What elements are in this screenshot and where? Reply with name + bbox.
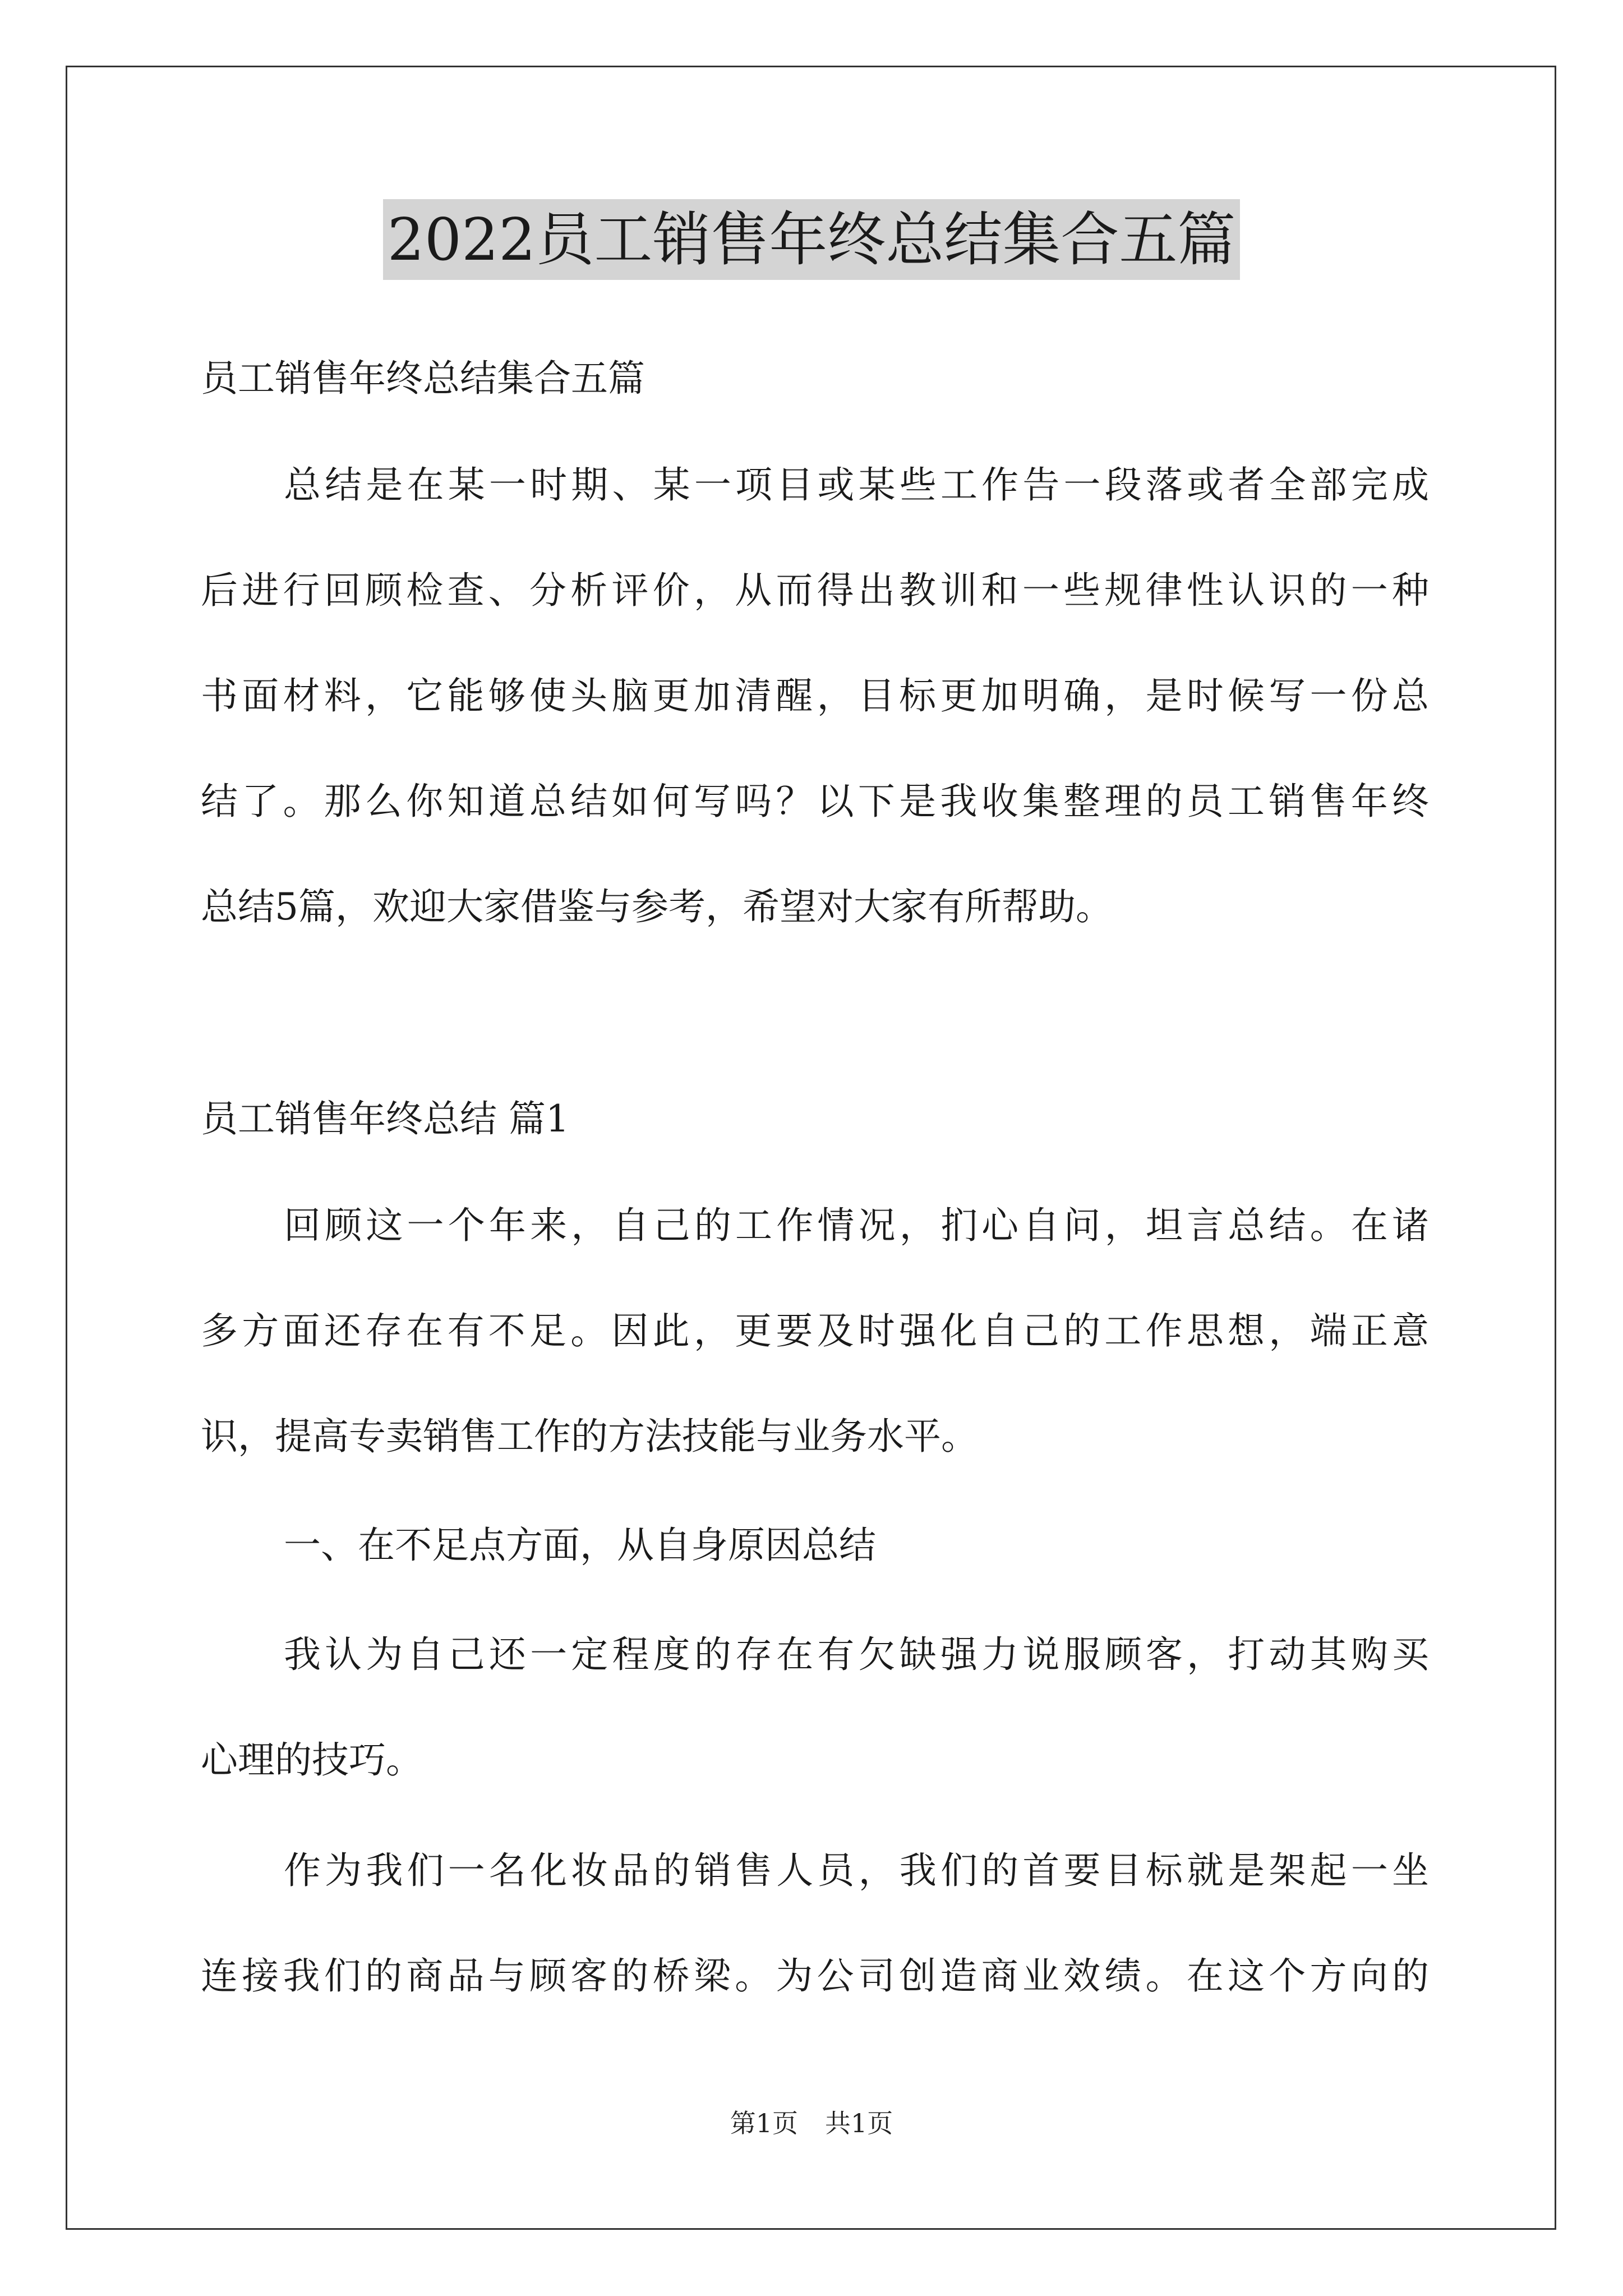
point-heading: 一、在不足点方面，从自身原因总结 bbox=[284, 1524, 876, 1567]
paragraph-line: 作为我们一名化妆品的销售人员，我们的首要目标就是架起一坐 bbox=[284, 1849, 1429, 1892]
paragraph-line: 心理的技巧。 bbox=[201, 1738, 423, 1782]
page-total: 共1页 bbox=[825, 2108, 893, 2138]
document-subtitle: 员工销售年终总结集合五篇 bbox=[201, 357, 645, 400]
intro-line: 总结是在某一时期、某一项目或某些工作告一段落或者全部完成 bbox=[284, 463, 1429, 507]
paragraph-line: 我认为自己还一定程度的存在有欠缺强力说服顾客，打动其购买 bbox=[284, 1633, 1429, 1676]
document-title: 2022员工销售年终总结集合五篇 bbox=[383, 199, 1241, 280]
intro-line: 后进行回顾检查、分析评价，从而得出教训和一些规律性认识的一种 bbox=[201, 569, 1429, 612]
page-number: 第1页 bbox=[730, 2108, 798, 2138]
intro-line: 书面材料，它能够使头脑更加清醒，目标更加明确，是时候写一份总 bbox=[201, 674, 1429, 717]
section-heading: 员工销售年终总结 篇1 bbox=[201, 1097, 569, 1140]
paragraph-line: 回顾这一个年来，自己的工作情况，扪心自问，坦言总结。在诸 bbox=[284, 1204, 1429, 1247]
page-footer bbox=[0, 2106, 1623, 2140]
paragraph-line: 识，提高专卖销售工作的方法技能与业务水平。 bbox=[201, 1415, 978, 1458]
paragraph-line: 连接我们的商品与顾客的桥梁。为公司创造商业效绩。在这个方向的 bbox=[201, 1954, 1429, 1998]
title-container bbox=[0, 199, 1623, 280]
paragraph-line: 多方面还存在有不足。因此，更要及时强化自己的工作思想，端正意 bbox=[201, 1309, 1429, 1352]
intro-line: 结了。那么你知道总结如何写吗？以下是我收集整理的员工销售年终 bbox=[201, 780, 1429, 823]
intro-line: 总结5篇，欢迎大家借鉴与参考，希望对大家有所帮助。 bbox=[201, 885, 1113, 928]
